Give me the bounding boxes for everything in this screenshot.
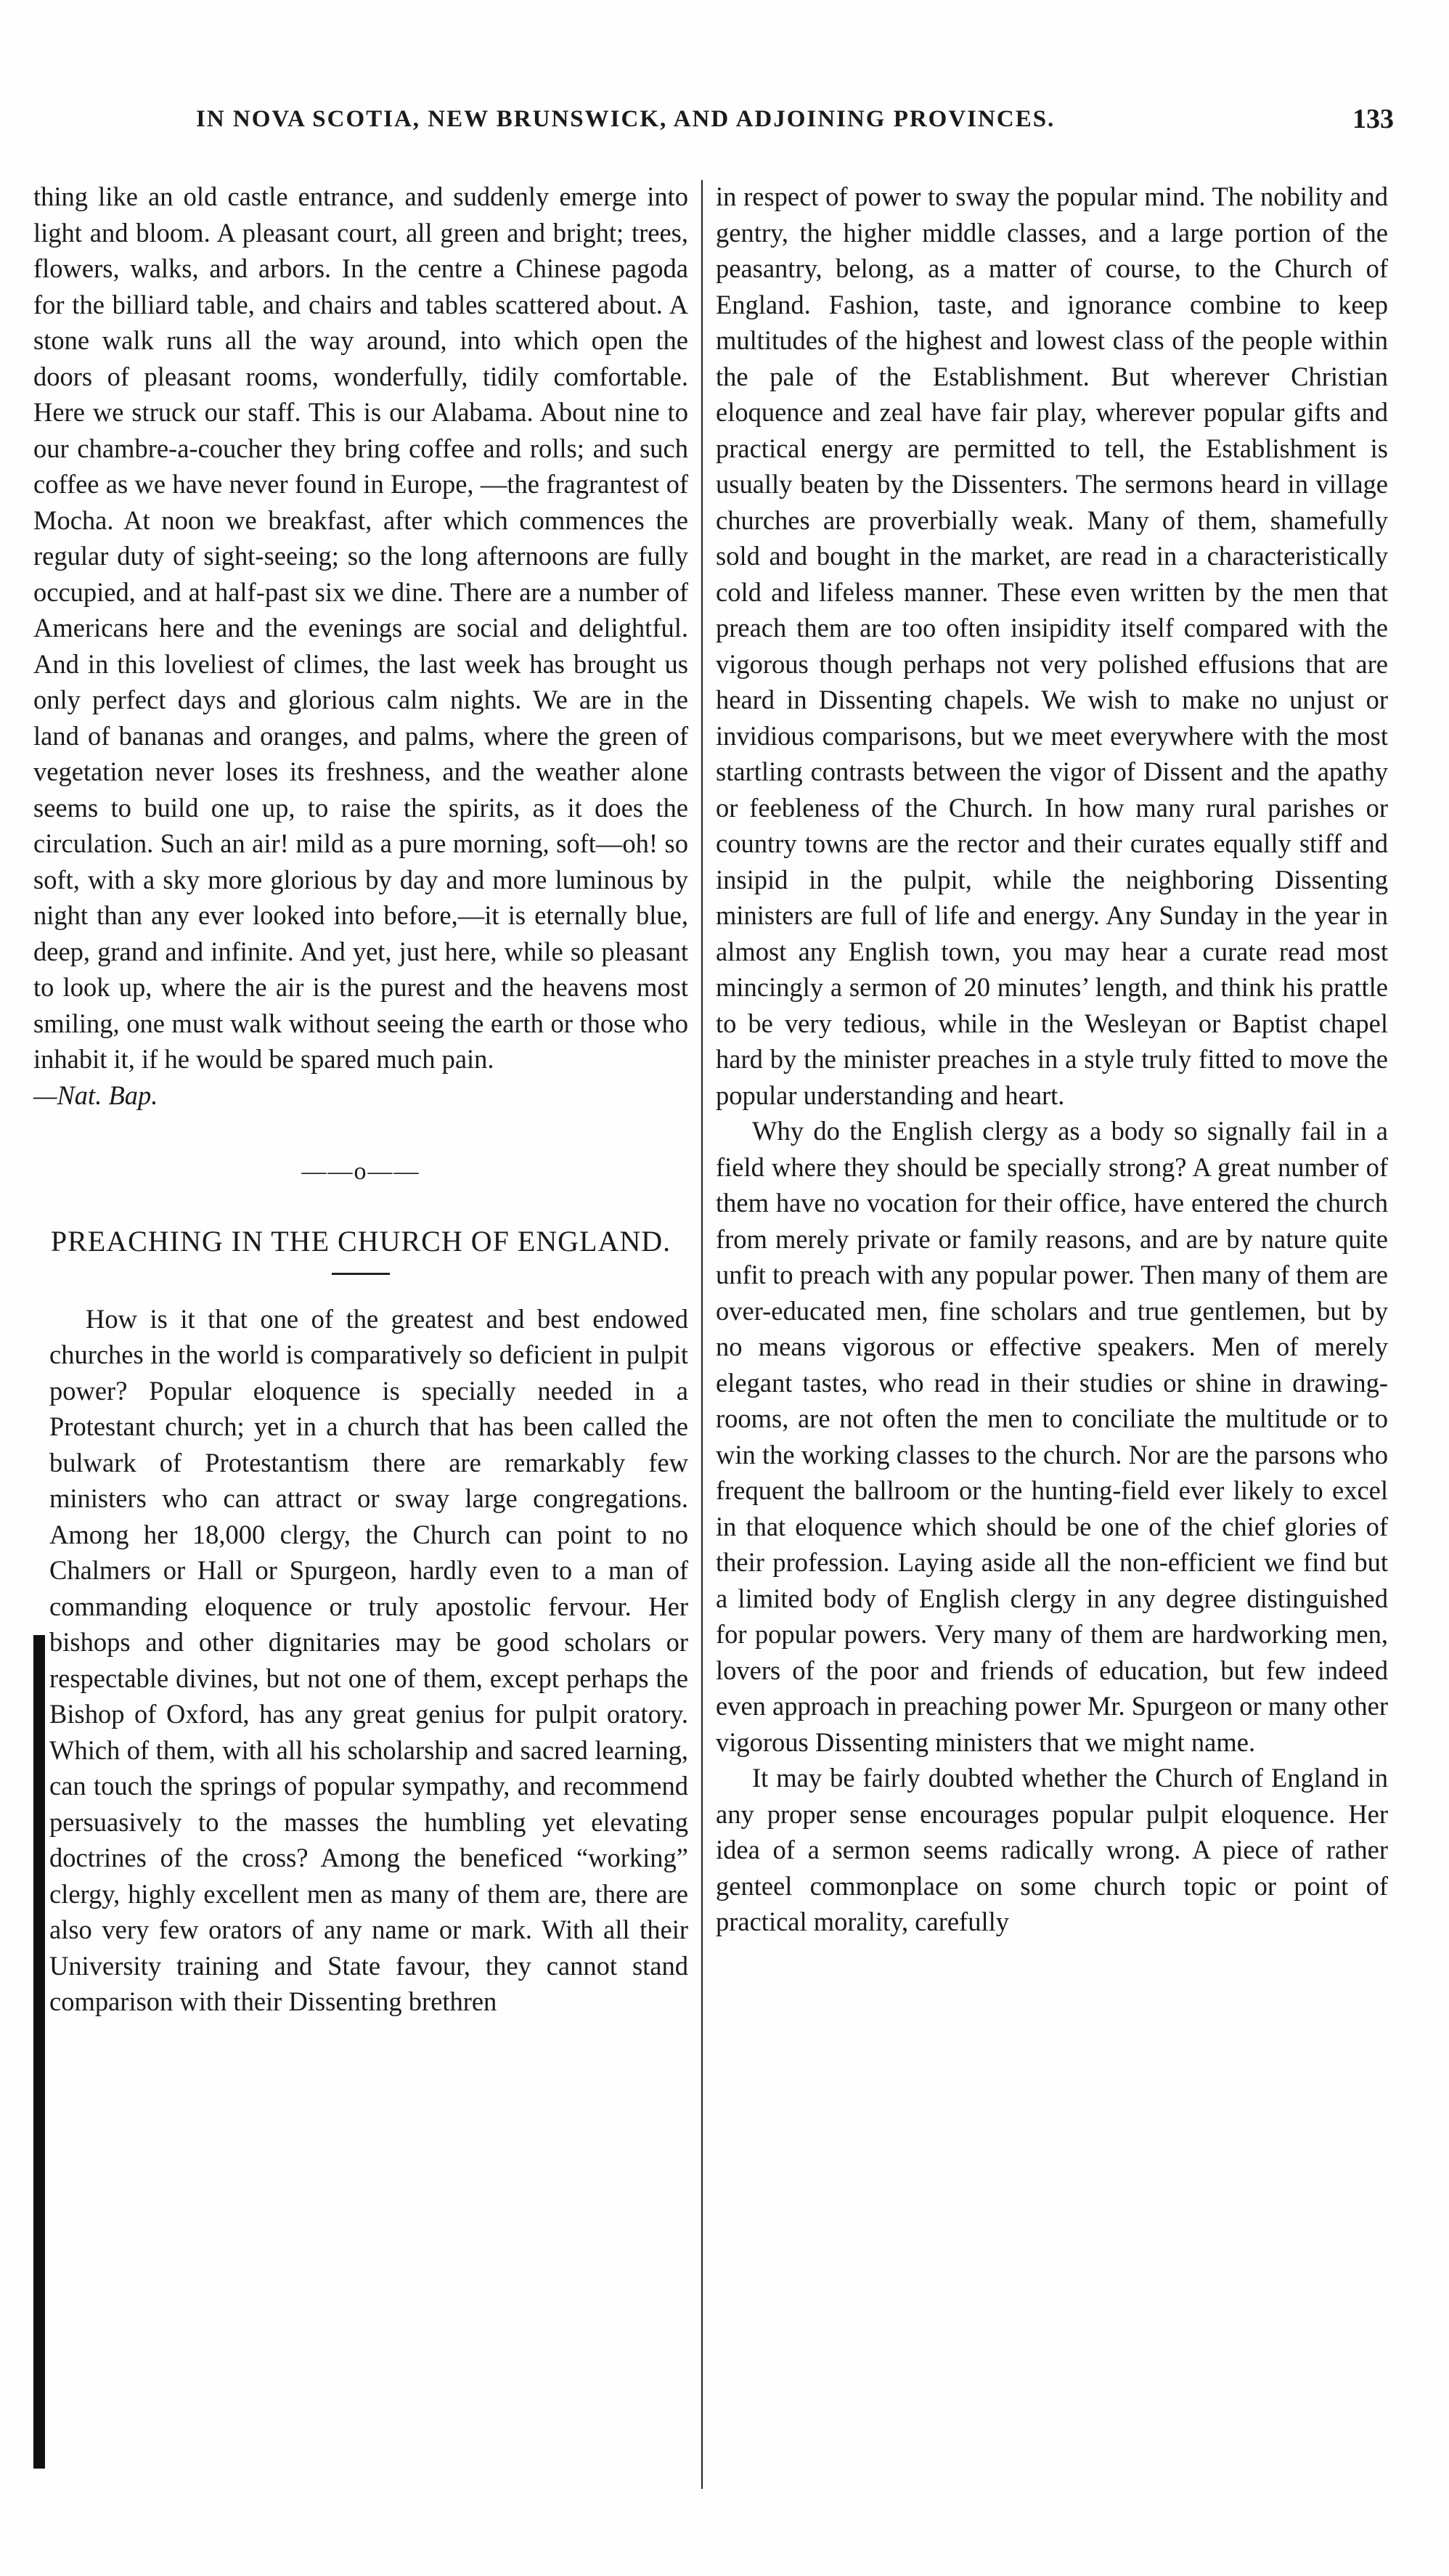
article-title: PREACHING IN THE CHURCH OF ENGLAND.	[50, 1224, 672, 1258]
paragraph: It may be fairly doubted whether the Church of England in any proper sense encourages popular pulpit eloquence. Her idea of a sermon seems radically wrong. A piece of rather genteel commonplace on some church topic or point of practical morality, carefully	[716, 1763, 1388, 1936]
travel-letter-paragraph: thing like an old castle entrance, and suddenly emerge into light and bloom. A pleasant court, all green and bright; trees, flowers, walks, and arbors. In the centre a Chinese pagoda for the billiard table, and chairs and tables scattered about. A stone walk runs all the way around, into which open the doors of pleasant rooms, wonderfully, tidily comfortable. Here we struck our staff. This is our Alabama. About nine to our chambre-a-coucher they bring coffee and rolls; and such coffee as we have never found in Europe, —the fragrantest of Mocha. At noon we breakfast, after which commences the regular duty of sight-seeing; so the long afternoons are fully occupied, and at half-past six we dine. There are a number of Americans here and the evenings are social and delightful. And in this loveliest of climes, the last week has brought us only perfect days and glorious calm nights. We are in the land of bananas and oranges, and palms, where the green of vegetation never loses its freshness, and the weather alone seems to build one up, to raise the spirits, as it does the circulation. Such an air! mild as a pure morning, soft—oh! so soft, with a sky more glorious by day and more luminous by night than any ever looked into before,—it is eternally blue, deep, grand and infinite. And yet, just here, while so pleasant to look up, where the air is the purest and the heavens most smiling, one must walk without seeing the earth or those who inhabit it, if he would be spared much pain.	[33, 182, 688, 1074]
margin-mark-bar	[33, 1635, 45, 2469]
paragraph: Why do the English clergy as a body so signally fail in a field where they should be specially strong? A great number of them have no vocation for their office, have entered the church from merely private or family reasons, and are by nature quite unfit to preach with any popular power. Then many of them are over-educated men, fine scholars and true gentlemen, but by no means vigorous or effective speakers. Men of merely elegant tastes, who read in their studies or shine in drawing-rooms, are not often the men to conciliate the multitude or to win the working classes to the church. Nor are the parsons who frequent the ballroom or the hunting-field ever likely to excel in that eloquence which should be one of the chief glories of their profession. Laying aside all the non-efficient we find but a limited body of English clergy in any degree distinguished for popular powers. Very many of them are hardworking men, lovers of the poor and friends of education, but few indeed even approach in preaching power Mr. Spurgeon or many other vigorous Dissenting ministers that we might name.	[716, 1116, 1388, 1757]
article-paragraph: How is it that one of the greatest and best endowed churches in the world is comparatively so deficient in pulpit power? Popular eloquence is specially needed in a Protestant church; yet in a church that has been called the bulwark of Protestantism there are remarkably few ministers who can attract or sway large congregations. Among her 18,000 clergy, the Church can point to no Chalmers or Hall or Spurgeon, hardly even to a man of commanding eloquence or truly apostolic fervour. Her bishops and other dignitaries may be good scholars or respectable divines, but not one of them, except perhaps the Bishop of Oxford, has any great genius for pulpit oratory. Which of them, with all his scholarship and sacred learning, can touch the springs of popular sympathy, and recommend persuasively to the masses the humbling yet elevating doctrines of the cross? Among the beneficed “working” clergy, highly excellent men as many of them are, there are also very few orators of any name or mark. With all their University training and State favour, they cannot stand comparison with their Dissenting brethren	[49, 1303, 688, 2016]
source-signoff-text: —Nat. Bap.	[33, 1080, 158, 1110]
right-column	[716, 179, 1388, 1940]
continued-paragraph: in respect of power to sway the popular mind. The nobility and gentry, the higher middle classes, and a large portion of the peasantry, belong, as a matter of course, to the Church of England. Fashion, taste, and ignorance combine to keep multitudes of the highest and lowest class of the people within the pale of the Establishment. But wherever Christian eloquence and zeal have fair play, wherever popular gifts and practical energy are permitted to tell, the Establishment is usually beaten by the Dissenters. The sermons heard in village churches are proverbially weak. Many of them, shamefully sold and bought in the market, are read in a characteristically cold and lifeless manner. These even written by the men that preach them are too often insipidity itself compared with the vigorous though perhaps not very polished effusions that are heard in Dissenting chapels. We wish to make no unjust or invidious comparisons, but we meet everywhere with the most startling contrasts between the vigor of Dissent and the apathy or feebleness of the Church. In how many rural parishes or country towns are the rector and their curates equally stiff and insipid in the pulpit, while the neighboring Dissenting ministers are full of life and energy. Any Sunday in the year in almost any English town, you may hear a curate read most mincingly a sermon of 20 minutes’ length, and think his prattle to be very tedious, while in the Wesleyan or Baptist chapel hard by the minister preaches in a style truly fitted to move the popular understanding and heart.	[716, 182, 1388, 1110]
running-header	[44, 103, 1408, 147]
column-rule	[701, 180, 703, 2489]
page-number: 133	[1352, 104, 1394, 134]
section-divider: ——o——	[301, 1158, 420, 1185]
running-title: IN NOVA SCOTIA, NEW BRUNSWICK, AND ADJOINING PROVINCES.	[196, 106, 1056, 132]
title-rule	[332, 1273, 390, 1275]
left-column	[33, 179, 688, 2020]
source-signoff	[33, 1077, 688, 1114]
